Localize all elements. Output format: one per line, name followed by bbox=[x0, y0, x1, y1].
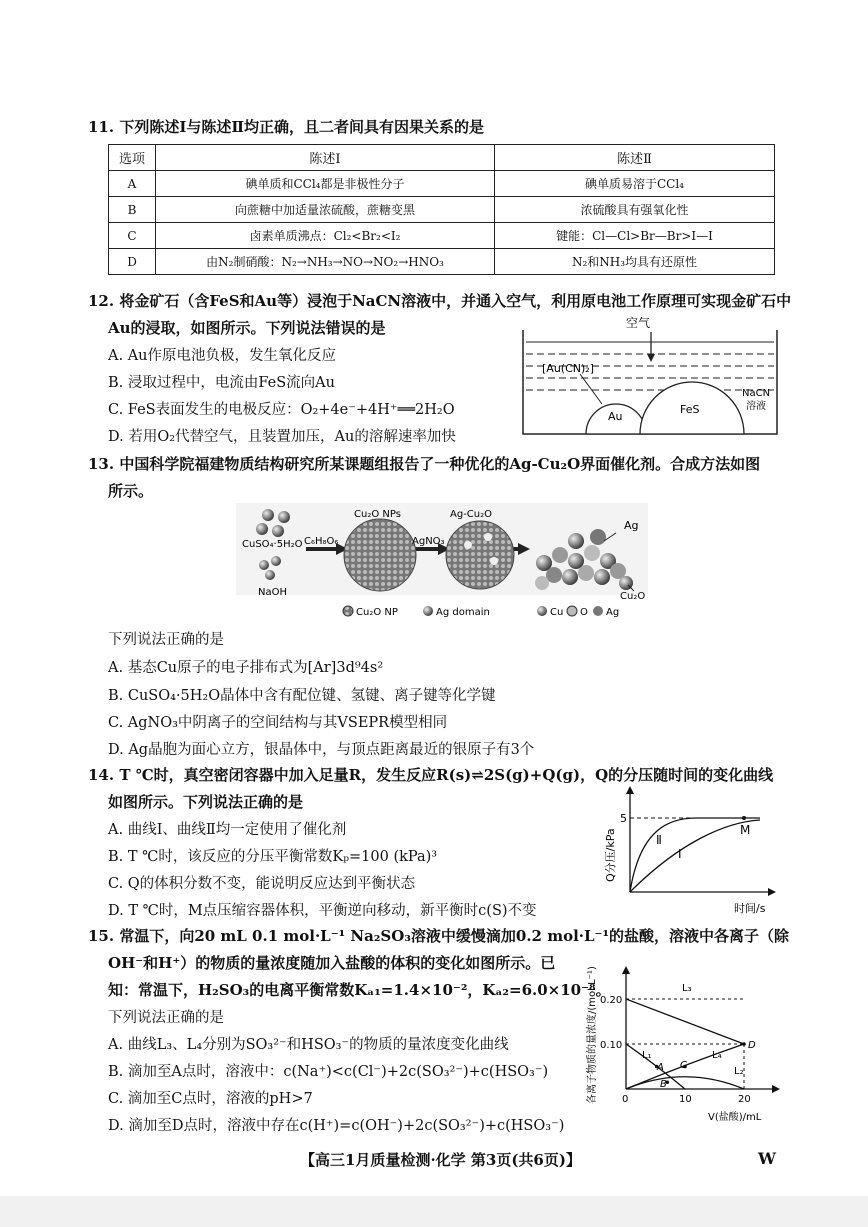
q15-option-c: C. 滴加至C点时，溶液的pH>7 bbox=[108, 1091, 313, 1107]
table-header-row bbox=[109, 145, 775, 171]
cell: 向蔗糖中加适量浓硫酸，蔗糖变黑 bbox=[156, 197, 495, 223]
q13-option-d: D. Ag晶胞为面心立方，银晶体中，与顶点距离最近的银原子有3个 bbox=[108, 742, 535, 758]
table-row bbox=[109, 249, 775, 275]
legend-o: O bbox=[580, 607, 588, 618]
point-m-label: M bbox=[740, 823, 751, 837]
col-header-statement2: 陈述Ⅱ bbox=[495, 145, 775, 171]
q13-option-b: B. CuSO₄·5H₂O晶体中含有配位键、氢键、离子键等化学键 bbox=[108, 688, 496, 704]
table-row bbox=[109, 171, 775, 197]
q15-option-a: A. 曲线L₃、L₄分别为SO₃²⁻和HSO₃⁻的物质的量浓度变化曲线 bbox=[108, 1037, 509, 1053]
point-d-label: D bbox=[748, 1040, 756, 1051]
nacn-label: NaCN bbox=[742, 388, 771, 399]
legend-o-icon bbox=[567, 606, 577, 616]
series-l3-line bbox=[626, 999, 744, 1044]
legend-cu2o-np: Cu₂O NP bbox=[356, 607, 398, 618]
q14-option-d: D. T ℃时，M点压缩容器体积，平衡逆向移动，新平衡时c(S)不变 bbox=[108, 903, 537, 919]
q13-figure bbox=[236, 503, 648, 621]
legend-cu2o-np-icon bbox=[343, 606, 353, 616]
q15-stem-cont: OH⁻和H⁺）的物质的量浓度随加入盐酸的体积的变化如图所示。已 bbox=[108, 954, 556, 972]
table-row bbox=[109, 223, 775, 249]
q13-stem-cont: 所示。 bbox=[108, 482, 154, 500]
naoh-label: NaOH bbox=[258, 587, 287, 598]
x-tick-0: 0 bbox=[622, 1094, 629, 1105]
agno3-label: AgNO₃ bbox=[412, 536, 445, 547]
q14-stem: 14. T ℃时，真空密闭容器中加入足量R，发生反应R(s)⇌2S(g)+Q(g)，Q的分压随时间的变化曲线 bbox=[88, 766, 774, 784]
y-tick-0-10: 0.10 bbox=[600, 1040, 623, 1051]
q12-option-c: C. FeS表面发生的电极反应：O₂+4e⁻+4H⁺══2H₂O bbox=[108, 402, 455, 418]
y-axis-label: Q分压/kPa bbox=[604, 828, 617, 882]
series-l1-label: L₁ bbox=[642, 1050, 652, 1061]
q12-figure bbox=[520, 312, 780, 438]
q11-table bbox=[108, 144, 775, 275]
complex-label: [Au(CN)₂]⁻ bbox=[542, 362, 600, 375]
q15-subprompt: 下列说法正确的是 bbox=[108, 1010, 224, 1026]
page-footer: 【高三1月质量检测·化学 第3页(共6页)】 bbox=[300, 1151, 581, 1169]
q14-option-b: B. T ℃时，该反应的分压平衡常数Kₚ=100 (kPa)³ bbox=[108, 849, 438, 865]
ag-label: Ag bbox=[624, 519, 639, 532]
q15-stem-cont2: 知：常温下，H₂SO₃的电离平衡常数Kₐ₁=1.4×10⁻²，Kₐ₂=6.0×10⁻⁸。 bbox=[108, 981, 611, 999]
legend-ag-domain: Ag domain bbox=[436, 607, 490, 618]
agcu2o-label: Ag-Cu₂O bbox=[450, 509, 492, 520]
x-tick-20: 20 bbox=[738, 1094, 751, 1105]
q15-option-d: D. 滴加至D点时，溶液中存在c(H⁺)=c(OH⁻)+2c(SO₃²⁻)+c(HSO₃⁻) bbox=[108, 1118, 565, 1134]
series-l3-label: L₃ bbox=[682, 983, 692, 994]
q14-stem-cont: 如图所示。下列说法正确的是 bbox=[108, 793, 304, 811]
x-axis-label: 时间/s bbox=[734, 902, 766, 915]
cell: 卤素单质沸点：Cl₂<Br₂<I₂ bbox=[156, 223, 495, 249]
y-axis-label: 各离子物质的量浓度/(mol·L⁻¹) bbox=[587, 966, 598, 1104]
q14-option-a: A. 曲线Ⅰ、曲线Ⅱ均一定使用了催化剂 bbox=[108, 822, 347, 838]
cell: D bbox=[109, 249, 156, 275]
q12-option-d: D. 若用O₂代替空气，且装置加压，Au的溶解速率加快 bbox=[108, 429, 456, 445]
q15-chart bbox=[584, 964, 784, 1130]
fes-label: FeS bbox=[680, 403, 700, 416]
cu2o-label: Cu₂O bbox=[620, 591, 646, 602]
c6h8o6-label: C₆H₈O₆ bbox=[304, 536, 339, 547]
series-l2-line bbox=[626, 1077, 744, 1089]
cell: C bbox=[109, 223, 156, 249]
au-label: Au bbox=[608, 410, 623, 423]
cell: N₂和NH₃均具有还原性 bbox=[495, 249, 775, 275]
cell: 碘单质和CCl₄都是非极性分子 bbox=[156, 171, 495, 197]
legend-ag-icon bbox=[593, 606, 603, 616]
point-c-label: C bbox=[680, 1060, 687, 1071]
q13-stem: 13. 中国科学院福建物质结构研究所某课题组报告了一种优化的Ag-Cu₂O界面催化剂。合成方法如图 bbox=[88, 455, 761, 473]
legend-cu: Cu bbox=[550, 607, 564, 618]
table-row bbox=[109, 197, 775, 223]
q15-option-b: B. 滴加至A点时，溶液中：c(Na⁺)<c(Cl⁻)+2c(SO₃²⁻)+c(HSO₃⁻) bbox=[108, 1064, 549, 1080]
q13-option-a: A. 基态Cu原子的电子排布式为[Ar]3d⁹4s² bbox=[108, 660, 384, 676]
cu2onps-label: Cu₂O NPs bbox=[354, 509, 401, 520]
point-m-marker bbox=[742, 816, 746, 820]
legend-ag-domain-icon bbox=[423, 606, 433, 616]
x-tick-10: 10 bbox=[679, 1094, 692, 1105]
cell: 键能：Cl—Cl>Br—Br>I—I bbox=[495, 223, 775, 249]
bottom-strip bbox=[0, 1196, 868, 1227]
series-i-label: Ⅰ bbox=[678, 847, 682, 861]
q12-option-a: A. Au作原电池负极，发生氧化反应 bbox=[108, 348, 336, 364]
q13-option-c: C. AgNO₃中阴离子的空间结构与其VSEPR模型相同 bbox=[108, 715, 448, 731]
y-tick-5: 5 bbox=[620, 812, 627, 825]
legend-cu-icon bbox=[537, 606, 547, 616]
q11-stem: 11. 下列陈述Ⅰ与陈述Ⅱ均正确，且二者间具有因果关系的是 bbox=[88, 118, 484, 136]
x-axis-label: V(盐酸)/mL bbox=[708, 1112, 762, 1123]
cuso4-label: CuSO₄·5H₂O bbox=[242, 539, 303, 550]
point-b-label: B bbox=[660, 1079, 667, 1090]
col-header-option: 选项 bbox=[109, 145, 156, 171]
series-ii-label: Ⅱ bbox=[656, 833, 662, 847]
cell: A bbox=[109, 171, 156, 197]
q12-option-b: B. 浸取过程中，电流由FeS流向Au bbox=[108, 375, 335, 391]
cell: 由N₂制硝酸：N₂→NH₃→NO→NO₂→HNO₃ bbox=[156, 249, 495, 275]
q13-subprompt: 下列说法正确的是 bbox=[108, 632, 224, 648]
col-header-statement1: 陈述Ⅰ bbox=[156, 145, 495, 171]
q12-stem-cont: Au的浸取，如图所示。下列说法错误的是 bbox=[108, 319, 386, 337]
q14-option-c: C. Q的体积分数不变，能说明反应达到平衡状态 bbox=[108, 876, 416, 892]
cell: B bbox=[109, 197, 156, 223]
q12-stem: 12. 将金矿石（含FeS和Au等）浸泡于NaCN溶液中，并通入空气，利用原电池工作原理可实现金矿石中 bbox=[88, 292, 792, 310]
cell: 碘单质易溶于CCl₄ bbox=[495, 171, 775, 197]
series-l2-label: L₂ bbox=[734, 1066, 744, 1077]
footer-mark: W bbox=[758, 1149, 776, 1168]
legend-ag: Ag bbox=[606, 607, 620, 618]
air-label: 空气 bbox=[626, 316, 651, 330]
q15-stem: 15. 常温下，向20 mL 0.1 mol·L⁻¹ Na₂SO₃溶液中缓慢滴加0.2 mol·L⁻¹的盐酸，溶液中各离子（除 bbox=[88, 927, 790, 945]
point-d-marker bbox=[742, 1042, 746, 1046]
y-tick-0-20: 0.20 bbox=[600, 995, 623, 1006]
series-l4-label: L₄ bbox=[712, 1050, 722, 1061]
q14-chart bbox=[598, 782, 778, 918]
solution-label: 溶液 bbox=[746, 401, 766, 412]
point-a-label: A bbox=[657, 1062, 664, 1073]
cell: 浓硫酸具有强氧化性 bbox=[495, 197, 775, 223]
